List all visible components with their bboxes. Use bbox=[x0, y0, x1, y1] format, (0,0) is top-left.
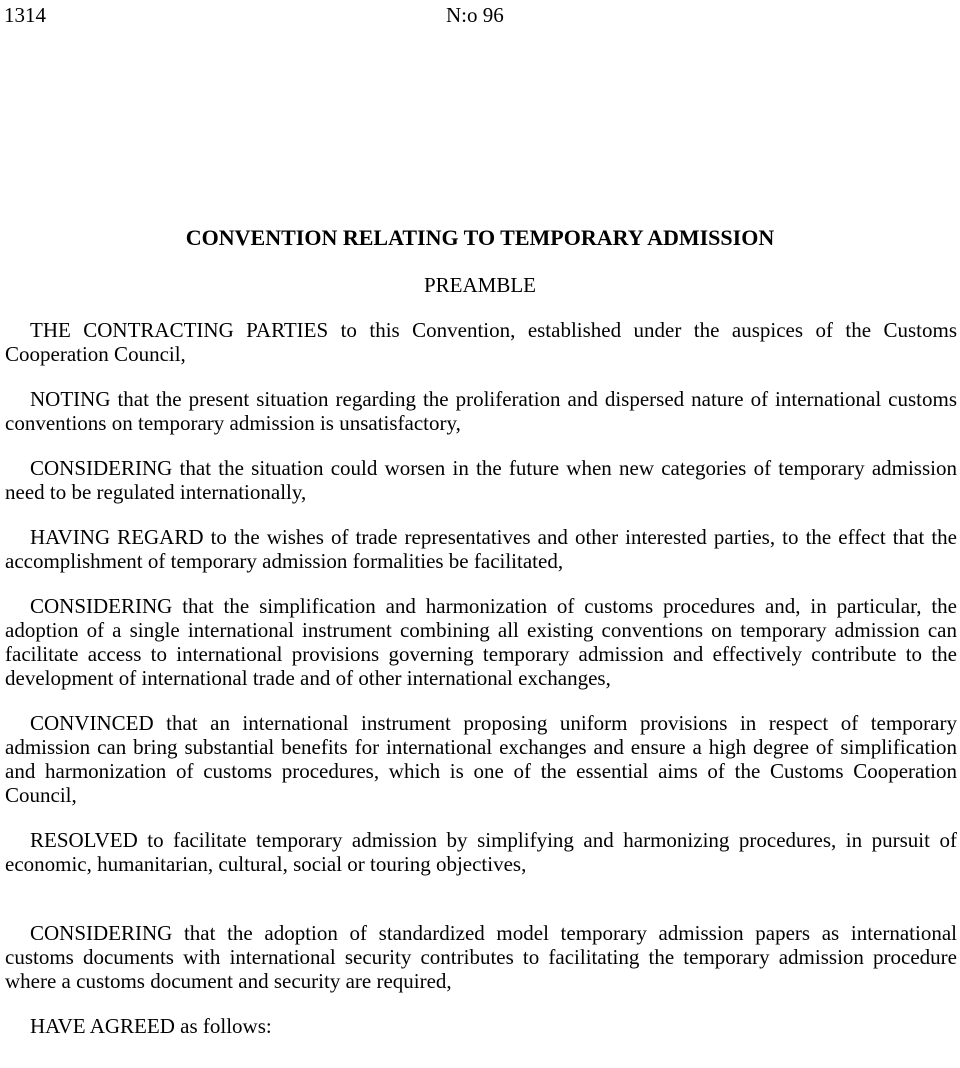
document-body bbox=[5, 318, 957, 1038]
paragraph-considering-standardized: CONSIDERING that the adoption of standardized model temporary admission papers as international customs documents with international security contributes to facilitating the temporary admission procedure where a customs document and security are required, bbox=[5, 921, 957, 993]
paragraph-considering-worsen: CONSIDERING that the situation could worsen in the future when new categories of temporary admission need to be regulated internationally, bbox=[5, 456, 957, 504]
paragraph-convinced: CONVINCED that an international instrument proposing uniform provisions in respect of temporary admission can bring substantial benefits for international exchanges and ensure a high degree of simplification and harmonization of customs procedures, which is one of the essential aims of the Customs Cooperation Council, bbox=[5, 711, 957, 807]
paragraph-noting: NOTING that the present situation regarding the proliferation and dispersed nature of international customs conventions on temporary admission is unsatisfactory, bbox=[5, 387, 957, 435]
paragraph-considering-simplification: CONSIDERING that the simplification and harmonization of customs procedures and, in particular, the adoption of a single international instrument combining all existing conventions on temporary admission can facilitate access to international provisions governing temporary admission and effectively contribute to the development of international trade and of other international exchanges, bbox=[5, 594, 957, 690]
page-number: 1314 bbox=[4, 3, 46, 27]
closing-have-agreed: HAVE AGREED as follows: bbox=[30, 1014, 272, 1038]
section-heading-preamble: PREAMBLE bbox=[423, 273, 536, 297]
page-header bbox=[0, 0, 960, 30]
paragraph-having-regard: HAVING REGARD to the wishes of trade representatives and other interested parties, to the effect that the accomplishment of temporary admission formalities be facilitated, bbox=[5, 525, 957, 573]
paragraph-resolved: RESOLVED to facilitate temporary admission by simplifying and harmonizing procedures, in pursuit of economic, humanitarian, cultural, social or touring objectives, bbox=[5, 828, 957, 876]
document-title: CONVENTION RELATING TO TEMPORARY ADMISSION bbox=[185, 225, 775, 250]
paragraph-contracting-parties: THE CONTRACTING PARTIES to this Convention, established under the auspices of the Customs Cooperation Council, bbox=[5, 318, 957, 366]
issue-number: N:o 96 bbox=[446, 3, 504, 27]
